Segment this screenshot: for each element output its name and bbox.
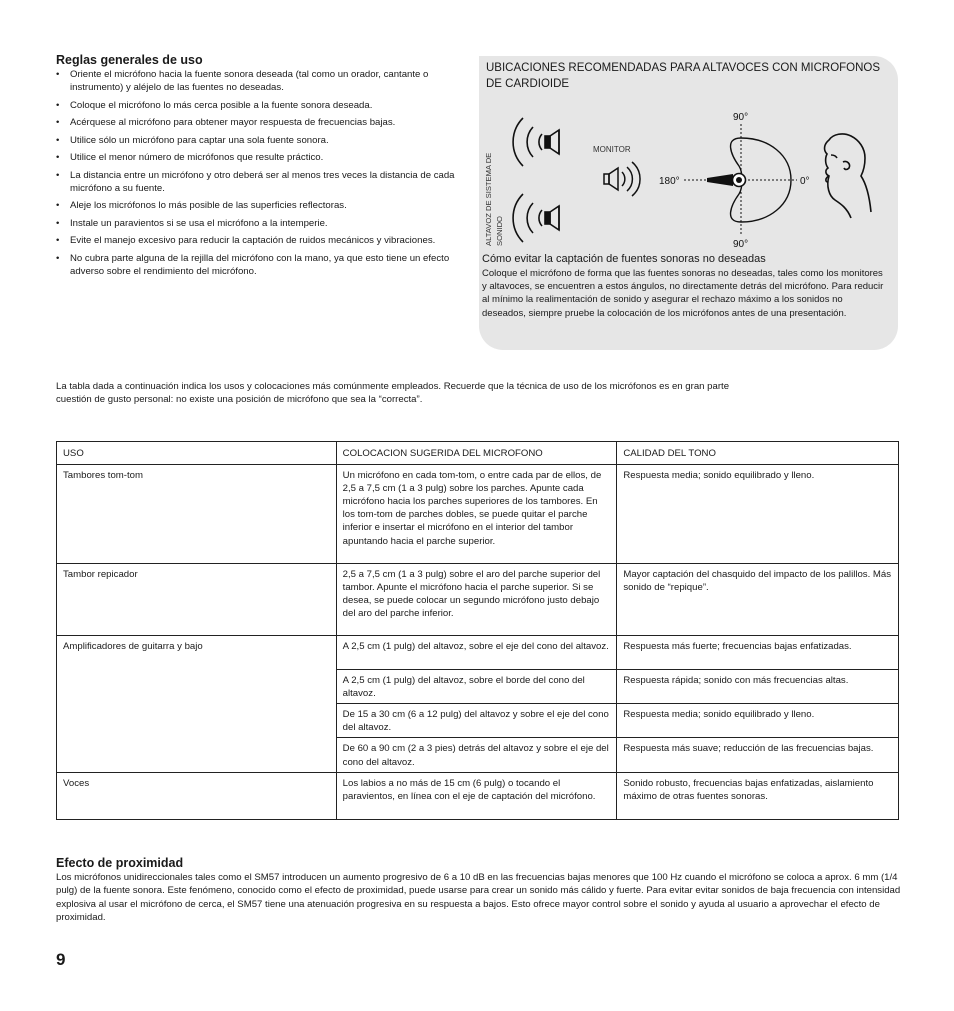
singer-head-icon <box>825 134 871 218</box>
cell-colocacion: 2,5 a 7,5 cm (1 a 3 pulg) sobre el aro del parche superior del tambor. Apunte el micrófono hacia el parche superior. Si se desea, se puede colocar un segundo micrófono justo debajo del aro del parche inferior. <box>336 564 617 636</box>
rules-item: • No cubra parte alguna de la rejilla del micrófono con la mano, ya que esto tiene un efecto adverso sobre el rendimiento del micrófono. <box>56 252 466 278</box>
rules-heading: Reglas generales de uso <box>56 53 203 67</box>
rules-item: • La distancia entre un micrófono y otro deberá ser al menos tres veces la distancia de cada micrófono a su fuente. <box>56 169 466 195</box>
cell-calidad: Respuesta más suave; reducción de las frecuencias bajas. <box>617 738 899 772</box>
cell-uso: Amplificadores de guitarra y bajo <box>57 636 337 773</box>
howto-title: Cómo evitar la captación de fuentes sonoras no deseadas <box>482 253 766 265</box>
cell-calidad: Respuesta más fuerte; frecuencias bajas enfatizadas. <box>617 636 899 670</box>
column-header-calidad: CALIDAD DEL TONO <box>617 442 899 465</box>
proximity-body: Los micrófonos unidireccionales tales como el SM57 introducen un aumento progresivo de 6 a 10 dB en las frecuencias bajas menores que 100 Hz cuando el micrófono se coloca a aprox. 6 mm (1/4 pulg) de la fuente sonora. Este fenómeno, conocido como el efecto de proximidad, puede usarse para crear un sonido más cálido y fuerte. Para evitar evitar sonidos de baja frecuencia con intensidad explosiva al usar el micrófono de cerca, el SM57 tiene una atenuación progresiva en su respuesta a bajos. Esto ofrece mayor control sobre el sonido y ayuda al usuario a aprovechar el efecto de proximidad. <box>56 872 901 923</box>
cell-uso: Tambores tom-tom <box>57 465 337 564</box>
cell-colocacion: De 60 a 90 cm (2 a 3 pies) detrás del altavoz y sobre el eje del cono del altavoz. <box>336 738 617 772</box>
table-row <box>57 465 899 564</box>
rules-item: • Acérquese al micrófono para obtener mayor respuesta de frecuencias bajas. <box>56 116 466 129</box>
cell-colocacion: Los labios a no más de 15 cm (6 pulg) o tocando el paravientos, en línea con el eje de captación del micrófono. <box>336 772 617 819</box>
cell-colocacion: Un micrófono en cada tom-tom, o entre cada par de ellos, de 2,5 a 7,5 cm (1 a 3 pulg) sobre los parches. Apunte cada micrófono hacia los parches superiores de los tambores. En los tom-tom de parches dobles, se puede quitar el parche inferior e insertar el micrófono en el interior del tambor apuntando hacia el parche superior. <box>336 465 617 564</box>
rules-item: • Utilice el menor número de micrófonos que resulte práctico. <box>56 151 466 164</box>
cell-calidad: Mayor captación del chasquido del impacto de los palillos. Más sonido de “repique”. <box>617 564 899 636</box>
monitor-speaker-icon <box>604 162 640 196</box>
cell-uso: Voces <box>57 772 337 819</box>
panel-title: UBICACIONES RECOMENDADAS PARA ALTAVOCES CON MICROFONOS DE CARDIOIDE <box>486 62 881 90</box>
angle-90-bottom: 90° <box>733 239 749 250</box>
cardioid-placement-diagram <box>479 100 898 252</box>
cell-colocacion: A 2,5 cm (1 pulg) del altavoz, sobre el borde del cono del altavoz. <box>336 670 617 704</box>
usage-table <box>56 441 899 820</box>
table-row <box>57 772 899 819</box>
howto-body: Coloque el micrófono de forma que las fuentes sonoras no deseadas, tales como los monitores y altavoces, se encuentren a estos ángulos, no directamente detrás del micrófono. Para reducir al mínimo la realimentación de sonido y asegurar el rechazo máximo a los sonidos no deseados, siempre pruebe la colocación de los micrófonos antes de una presentación. <box>482 268 884 319</box>
cell-uso: Tambor repicador <box>57 564 337 636</box>
table-row <box>57 564 899 636</box>
angle-90-top: 90° <box>733 112 749 123</box>
cell-calidad: Respuesta media; sonido equilibrado y lleno. <box>617 465 899 564</box>
page-number: 9 <box>56 950 66 969</box>
angle-180: 180° <box>659 176 680 187</box>
table-header-row <box>57 442 899 465</box>
angle-0: 0° <box>800 176 810 187</box>
rules-item: • Oriente el micrófono hacia la fuente sonora deseada (tal como un orador, cantante o instrumento) y aléjelo de las fuentes no deseadas. <box>56 68 466 94</box>
rules-list <box>56 68 466 282</box>
microphone-icon <box>707 174 746 187</box>
pa-speaker-label-line2: SONIDO <box>495 216 504 246</box>
rules-item: • Instale un paravientos si se usa el micrófono a la intemperie. <box>56 217 466 230</box>
rules-item: • Aleje los micrófonos lo más posible de las superficies reflectoras. <box>56 199 466 212</box>
cell-colocacion: A 2,5 cm (1 pulg) del altavoz, sobre el eje del cono del altavoz. <box>336 636 617 670</box>
speaker-icon <box>513 194 559 242</box>
rules-item: • Evite el manejo excesivo para reducir la captación de ruidos mecánicos y vibraciones. <box>56 234 466 247</box>
speaker-icon <box>513 118 559 166</box>
intro-paragraph: La tabla dada a continuación indica los usos y colocaciones más comúnmente empleados. Recuerde que la técnica de uso de los micrófonos es en gran parte cuestión de gusto personal: no existe una posición de micrófono que sea la “correcta”. <box>56 381 730 406</box>
column-header-uso: USO <box>57 442 337 465</box>
cell-calidad: Sonido robusto, frecuencias bajas enfatizadas, aislamiento máximo de otras fuentes sonoras. <box>617 772 899 819</box>
cell-calidad: Respuesta media; sonido equilibrado y lleno. <box>617 704 899 738</box>
rules-item: • Utilice sólo un micrófono para captar una sola fuente sonora. <box>56 134 466 147</box>
pa-speaker-label-line1: ALTAVOZ DE SISTEMA DE <box>484 152 493 246</box>
cell-colocacion: De 15 a 30 cm (6 a 12 pulg) del altavoz y sobre el eje del cono del altavoz. <box>336 704 617 738</box>
monitor-label: MONITOR <box>593 145 631 154</box>
table-row <box>57 636 899 670</box>
proximity-heading: Efecto de proximidad <box>56 856 184 870</box>
column-header-colocacion: COLOCACION SUGERIDA DEL MICROFONO <box>336 442 617 465</box>
cell-calidad: Respuesta rápida; sonido con más frecuencias altas. <box>617 670 899 704</box>
rules-item: • Coloque el micrófono lo más cerca posible a la fuente sonora deseada. <box>56 99 466 112</box>
